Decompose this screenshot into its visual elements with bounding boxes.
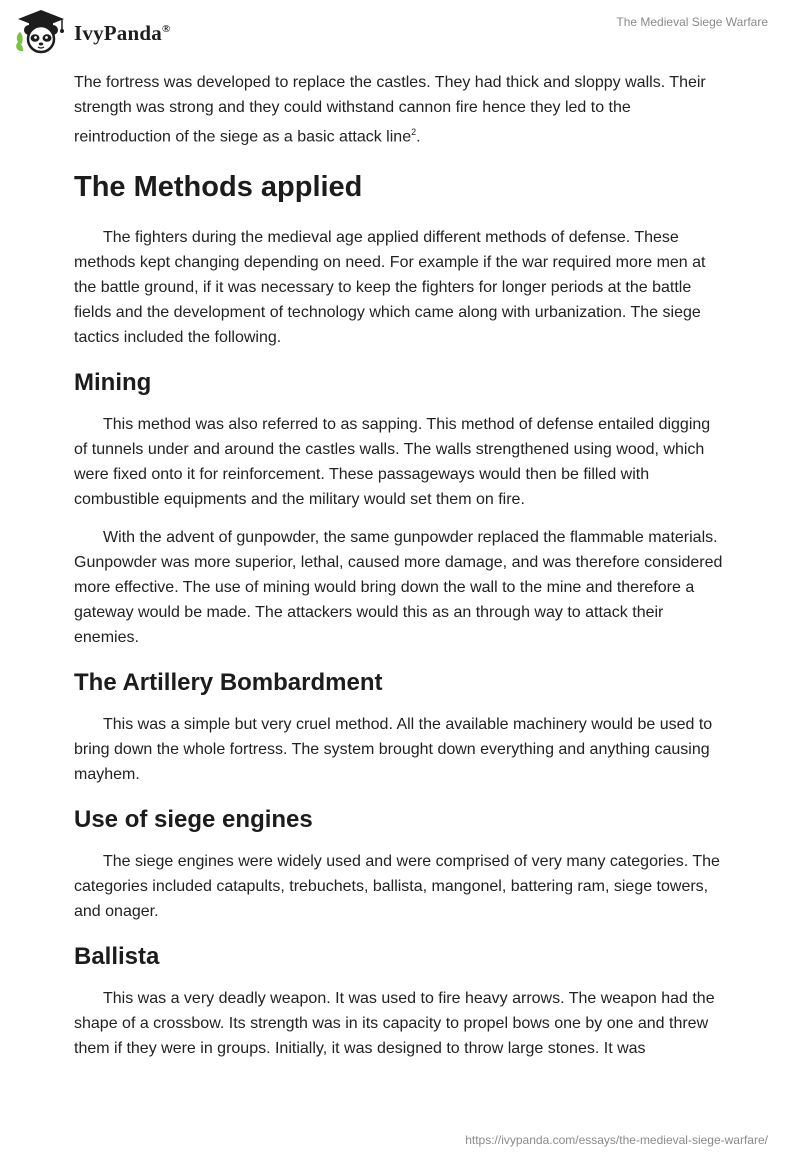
- siege-engines-paragraph: The siege engines were widely used and were comprised of very many categories. The categories included catapults, trebuchets, ballista, mangonel, battering ram, siege towers, and onager.: [74, 853, 720, 921]
- section-heading-mining: Mining: [74, 369, 152, 397]
- methods-paragraph: The fighters during the medieval age applied different methods of defense. These methods kept changing depending on need. For example if the war required more men at the battle ground, if it was necessary to keep the fighters for longer periods at the battle fields and the development of technology which came along with urbanization. The siege tactics included the following.: [74, 229, 706, 347]
- ballista-paragraph: This was a very deadly weapon. It was used to fire heavy arrows. The weapon had the shape of a crossbow. Its strength was in its capacity to propel bows one by one and threw them if they were in groups. Initially, it was designed to throw large stones. It was: [74, 990, 715, 1058]
- page-header: [0, 0, 800, 70]
- source-url[interactable]: https://ivypanda.com/essays/the-medieval-siege-warfare/: [465, 1133, 768, 1147]
- section-heading-ballista: Ballista: [74, 943, 160, 971]
- footnote-ref[interactable]: 2: [411, 127, 417, 137]
- ivypanda-logo[interactable]: [14, 8, 170, 54]
- essay-content: [74, 70, 726, 1074]
- artillery-paragraph: This was a simple but very cruel method. All the available machinery would be used to bring down the whole fortress. The system brought down everything and anything causing mayhem.: [74, 716, 713, 784]
- section-heading-artillery: The Artillery Bombardment: [74, 669, 383, 697]
- mining-paragraph-2: With the advent of gunpowder, the same gunpowder replaced the flammable materials. Gunpowder was more superior, lethal, caused more damage, and was therefore considered more effective. The use of mining would bring down the wall to the mine and therefore a gateway would be made. The attackers would this as an through way to attack their enemies.: [74, 529, 723, 647]
- brand-name: IvyPanda®: [74, 20, 171, 45]
- panda-graduate-icon: [14, 8, 68, 54]
- document-title: The Medieval Siege Warfare: [616, 15, 768, 29]
- section-heading-methods: The Methods applied: [74, 171, 363, 204]
- mining-paragraph-1: This method was also referred to as sapping. This method of defense entailed digging of tunnels under and around the castles walls. The walls strengthened using wood, which were fixed onto it for reinforcement. These passageways would then be filled with combustible equipments and the military would set them on fire.: [74, 416, 711, 509]
- intro-paragraph: The fortress was developed to replace the castles. They had thick and sloppy walls. Their strength was strong and they could withstand cannon fire hence they led to the reintroduction of the siege as a basic attack line$^2$.: [74, 74, 706, 146]
- section-heading-siege-engines: Use of siege engines: [74, 806, 313, 834]
